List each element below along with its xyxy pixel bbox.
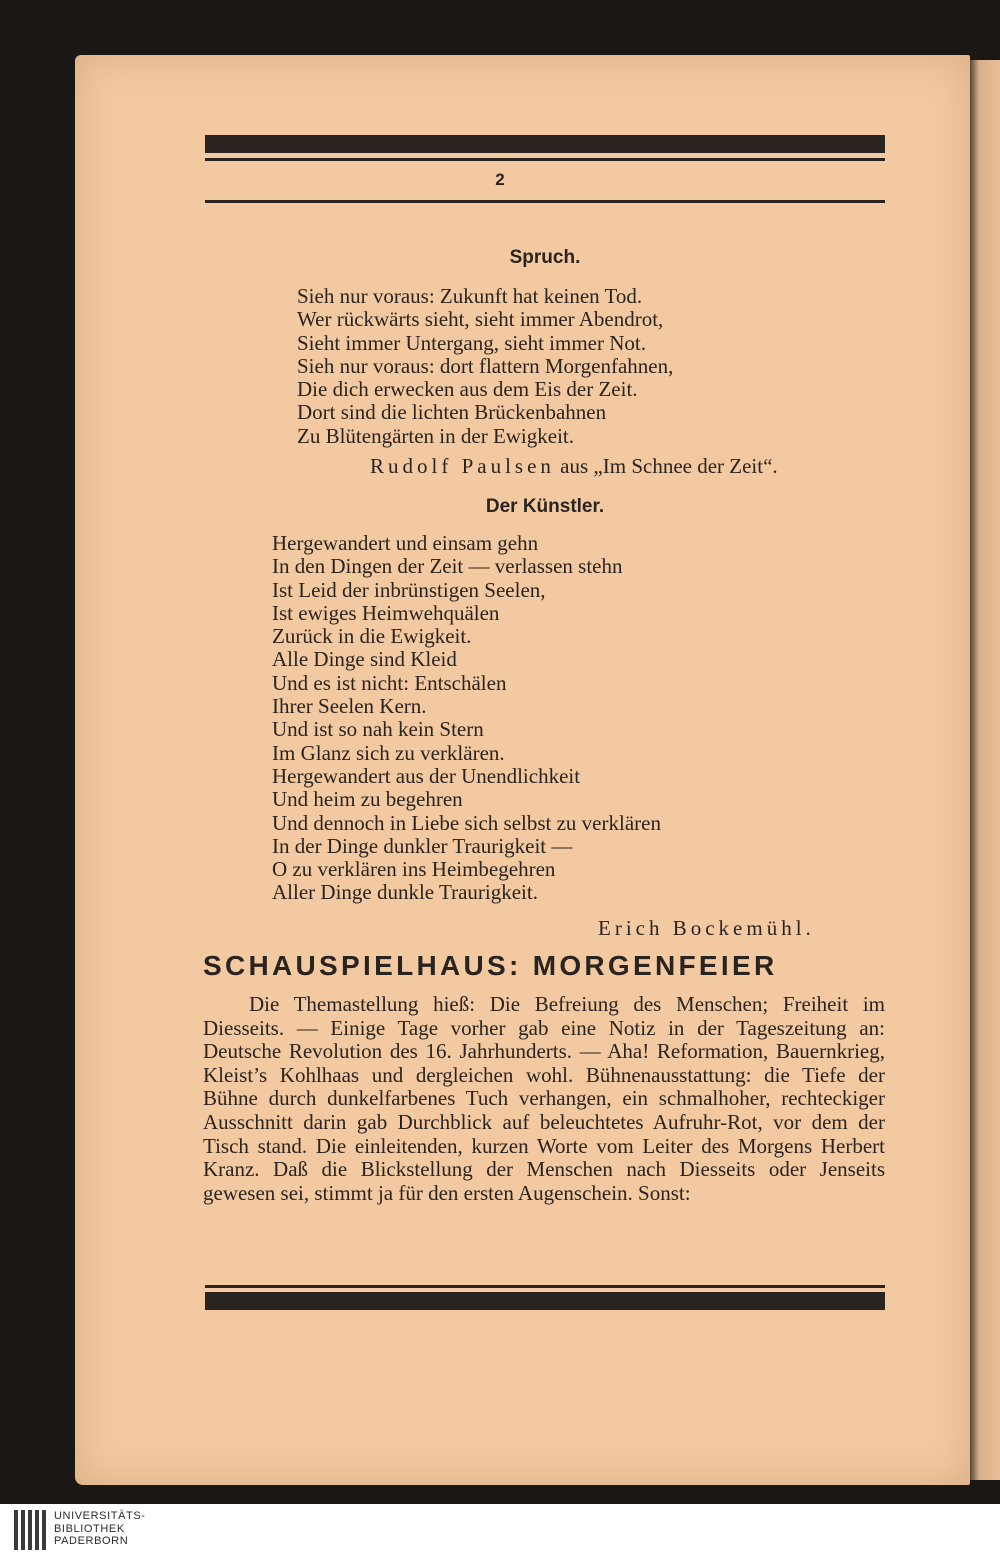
poem-title-spruch: Spruch.: [509, 247, 581, 268]
kuenstler-line: Und es ist nicht: Entschälen: [272, 670, 507, 695]
poem-title-kuenstler: Der Künstler.: [485, 496, 605, 517]
library-logo: [0, 1504, 1000, 1556]
spruch-line: Sieh nur voraus: dort flattern Morgenfahnen,: [297, 353, 674, 378]
kuenstler-line: Zurück in die Ewigkeit.: [272, 624, 472, 649]
library-name: [54, 1510, 146, 1548]
kuenstler-line: Ihrer Seelen Kern.: [272, 694, 427, 719]
top-rule-thin: [205, 158, 885, 161]
kuenstler-line: Im Glanz sich zu verklären.: [272, 740, 505, 765]
kuenstler-line: Und dennoch in Liebe sich selbst zu verklären: [272, 810, 661, 835]
kuenstler-line: Ist Leid der inbrünstigen Seelen,: [272, 577, 546, 602]
header-rule: [205, 200, 885, 203]
kuenstler-line: Und ist so nah kein Stern: [272, 717, 484, 742]
spruch-line: Zu Blütengärten in der Ewigkeit.: [297, 423, 575, 448]
article-title: SCHAUSPIELHAUS: MORGENFEIER: [203, 950, 778, 981]
library-logo-icon: [14, 1508, 48, 1552]
library-name-line3: PADERBORN: [54, 1535, 129, 1547]
spruch-line: Sieh nur voraus: Zukunft hat keinen Tod.: [297, 284, 643, 308]
poem-kuenstler: [272, 532, 661, 905]
bottom-rule-thick: [205, 1292, 885, 1310]
poem-spruch: [297, 285, 673, 448]
kuenstler-line: Ist ewiges Heimwehquälen: [272, 600, 500, 625]
spruch-line: Dort sind die lichten Brückenbahnen: [297, 400, 607, 425]
kuenstler-line: Alle Dinge sind Kleid: [272, 647, 457, 672]
top-rule-thick: [205, 135, 885, 153]
spruch-line: Sieht immer Untergang, sieht immer Not.: [297, 330, 646, 355]
kuenstler-line: In der Dinge dunkler Traurigkeit —: [272, 833, 573, 858]
source-title: aus „Im Schnee der Zeit“.: [554, 454, 778, 478]
article-body: Die Themastellung hieß: Die Befreiung des Menschen; Freiheit im Diesseits. — Einige Tage vorher gab eine Notiz in der Tageszeitung an: Deutsche Revolution des 16. Jahrhunderts. — Aha! Reformation, Bauernkrieg, Kleist’s Kohlhaas und dergleichen wohl. Bühnenausstattung: die Tiefe der Bühne durch dunkelfarbenes Tuch verhangen, ein schmalhoher, rechteckiger Ausschnitt darin gab Durchblick auf beleuchtetes Aufruhr-Rot, vor dem der Tisch stand. Die einleitenden, kurzen Worte vom Leiter des Morgens Herbert Kranz. Daß die Blickstellung der Menschen nach Diesseits oder Jenseits gewesen sei, stimmt ja für den ersten Augenschein. Sonst:: [203, 992, 885, 1205]
kuenstler-line: O zu verklären ins Heimbegehren: [272, 857, 556, 882]
attribution-paulsen: [370, 454, 778, 479]
library-name-line1: UNIVERSITÄTS-: [54, 1510, 146, 1522]
author-bockemuehl: Erich Bockemühl.: [598, 916, 815, 940]
adjacent-page-edge: [968, 60, 1000, 1480]
author-paulsen: Rudolf Paulsen: [370, 454, 555, 478]
bottom-rule-thin: [205, 1285, 885, 1288]
kuenstler-line: In den Dingen der Zeit — verlassen stehn: [272, 554, 623, 579]
library-name-line2: BIBLIOTHEK: [54, 1522, 125, 1535]
spruch-line: Die dich erwecken aus dem Eis der Zeit.: [297, 377, 638, 402]
kuenstler-line: Und heim zu begehren: [272, 787, 463, 812]
kuenstler-line: Aller Dinge dunkle Traurigkeit.: [272, 880, 538, 905]
page-number: 2: [495, 170, 505, 189]
kuenstler-line: Hergewandert aus der Unendlichkeit: [272, 763, 581, 788]
spruch-line: Wer rückwärts sieht, sieht immer Abendrot,: [297, 307, 664, 332]
kuenstler-line: Hergewandert und einsam gehn: [272, 531, 539, 555]
